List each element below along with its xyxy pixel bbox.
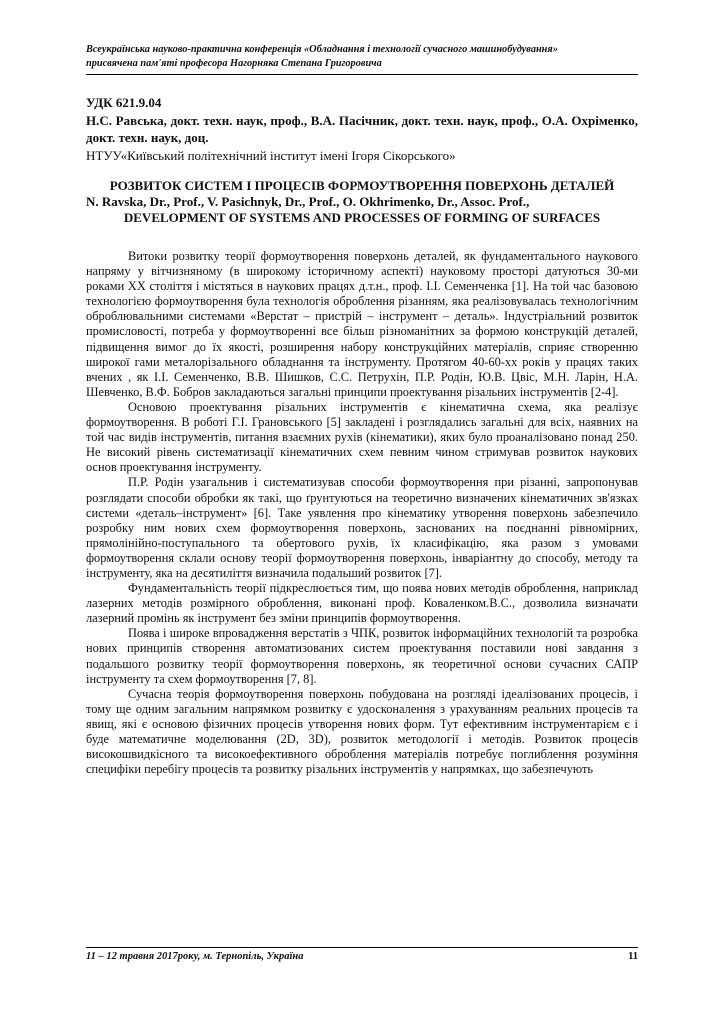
running-header (86, 43, 638, 70)
authors-english: N. Ravska, Dr., Prof., V. Pasichnyk, Dr., Prof., O. Okhrimenko, Dr., Assoc. Prof., (86, 194, 530, 209)
footer-divider (86, 947, 638, 948)
header-divider (86, 74, 638, 75)
article-meta (86, 94, 638, 164)
title-ukrainian: РОЗВИТОК СИСТЕМ І ПРОЦЕСІВ ФОРМОУТВОРЕННЯ ПОВЕРХОНЬ ДЕТАЛЕЙ (109, 178, 615, 193)
running-footer (86, 951, 638, 962)
paragraph: П.Р. Родін узагальнив і систематизував способи формоутворення при різанні, запропонував розглядати способи обробки як такі, що ґрунтуються на теоретично визначених кінематичних зв'язках системи «деталь–інструмент» [6]. Таке уявлення про кінематику утворення поверхонь забезпечило розробку ним нових схем формоутворення поверхонь, заснованих на поєднанні рівномірних, прямолінійно-поступального та обертового рухів, їх класифікацію, яка разом з умовами формоутворення склали основу теорії формоутворення поверхонь, інваріантну до способу, методу та інструменту, яка на десятиліття визначила подальший розвиток [7]. (86, 475, 638, 580)
udc-code: УДК 621.9.04 (86, 95, 162, 110)
affiliation: НТУУ«Київський політехнічний інститут імені Ігоря Сікорського» (86, 147, 456, 163)
article-body (86, 249, 638, 777)
paragraph: Витоки розвитку теорії формоутворення поверхонь деталей, як фундаментального наукового напряму у вітчизняному (в широкому історичному аспекті) науковому просторі датуються 30-ми роками ХХ століття і містяться в наукових працях д.т.н., проф. І.І. Семенченка [1]. На той час базовою технологією формоутворення була технологія оброблення різанням, яка реалізовувалась технологічним оброблювальними системами «Верстат – пристрій – інструмент – деталь». Індустріальний розвиток промисловості, потреба у формоутворенні все більш різноманітних за формою конструкцій деталей, підвищення вимог до їх якості, розширення набору конструкційних матеріалів, сприяє створенню широкої гами металорізального обладнання та інструменту. Протягом 40-60-хх років у працях таких вчених , як І.І. Семенченко, В.В. Шишков, С.С. Петрухін, П.Р. Родін, Ю.В. Цвіс, М.Н. Ларін, Н.А. Шевченко, В.Ф. Бобров закладаються загальні принципи проектування різальних інструментів [2-4]. (86, 249, 638, 399)
header-conference-line: Всеукраїнська науково-практична конференція «Обладнання і технології сучасного машинобудування» (86, 44, 558, 55)
paragraph: Сучасна теорія формоутворення поверхонь побудована на розгляді ідеалізованих процесів, і тому ще одним загальним напрямком розвитку є удосконалення з урахуванням реальних процесів та явищ, які є основою фізичних процесів утворення нових форм. Тут ефективним інструментарієм є і буде математичне моделювання (2D, 3D), розвиток методології і методів. Розвиток процесів високошвидкісного та високоефективного оброблення матеріалів потребує поглиблення розуміння специфіки перебігу процесів та розвитку різальних інструментів у напрямках, що забезпечують (86, 686, 638, 777)
paragraph: Поява і широке впровадження верстатів з ЧПК, розвиток інформаційних технологій та розробка нових принципів створення автоматизованих систем проектування поставили нові завдання з подальшого розвитку теорії формоутворення поверхонь, як теоретичної основи сучасних САПР інструменту та схем формоутворення [7, 8]. (86, 626, 638, 686)
header-dedication-line: присвячена пам'яті професора Нагорняка Степана Григоровича (86, 57, 382, 69)
title-english: DEVELOPMENT OF SYSTEMS AND PROCESSES OF FORMING OF SURFACES (123, 210, 601, 225)
page-number: 11 (628, 951, 638, 962)
authors: Н.С. Равська, докт. техн. наук, проф., В.А. Пасічник, докт. техн. наук, проф., О.А. Охріменко, докт. техн. наук, доц. (86, 112, 638, 145)
paragraph: Основою проектування різальних інструментів є кінематична схема, яка реалізує формоутворення. В роботі Г.І. Грановського [5] закладені і розглядались загальні для всіх, наявних на той час видів інструментів, питання взаємних рухів (кінематики), яких було проаналізовано понад 250. Не високий рівень систематизації кінематичних схем певним чином стримував розвиток наукових основ проектування інструменту. (86, 399, 638, 475)
paragraph: Фундаментальність теорії підкреслюється тим, що поява нових методів оброблення, наприклад лазерних методів розмірного оброблення, виконані проф. Коваленком.В.С., дозволила визначати лазерний промінь як інструмент без зміни принципів формоутворення. (86, 581, 638, 626)
footer-date-location: 11 – 12 травня 2017року, м. Тернопіль, Україна (86, 951, 304, 962)
article-title-block (86, 178, 638, 226)
